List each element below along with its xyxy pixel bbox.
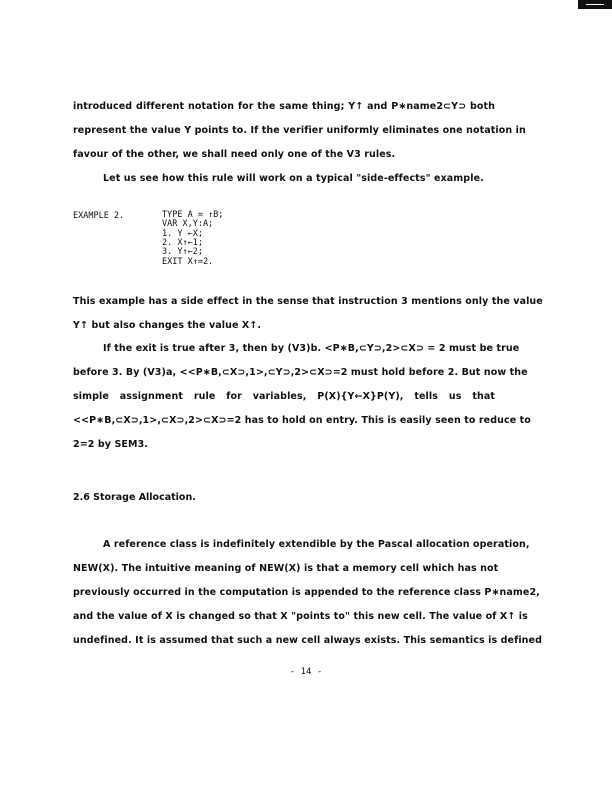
paragraph-line: This example has a side effect in the sense that instruction 3 mentions only the value <box>73 296 543 307</box>
paragraph-line: and the value of X is changed so that X "points to" this new cell. The value of X↑ is <box>73 611 528 622</box>
paragraph-line: Y↑ but also changes the value X↑. <box>73 320 262 331</box>
code-line: 1. Y ←X; <box>162 229 203 239</box>
paragraph-line: Let us see how this rule will work on a typical "side-effects" example. <box>103 173 484 184</box>
paragraph-line: favour of the other, we shall need only one of the V3 rules. <box>73 149 396 160</box>
page-number: - 14 - <box>289 667 323 677</box>
paragraph-line: introduced different notation for the same thing; Y↑ and P∗name2⊂Y⊃ both <box>73 101 495 112</box>
paragraph-line: previously occurred in the computation is appended to the reference class P∗name2, <box>73 587 540 598</box>
section-heading: 2.6 Storage Allocation. <box>73 492 196 503</box>
code-line: 2. X↑←1; <box>162 238 203 248</box>
paragraph-line: <<P∗B,⊂X⊃,1>,⊂X⊃,2>⊂X⊃=2 has to hold on entry. This is easily seen to reduce to <box>73 415 531 426</box>
paragraph-line: represent the value Y points to. If the verifier uniformly eliminates one notation in <box>73 125 526 136</box>
code-line: EXIT X↑=2. <box>162 257 214 267</box>
paragraph-line: undefined. It is assumed that such a new cell always exists. This semantics is defined <box>73 635 542 646</box>
code-line: VAR X,Y:A; <box>162 219 214 229</box>
code-line: TYPE A = ↑B; <box>162 210 224 220</box>
paragraph-line: before 3. By (V3)a, <<P∗B,⊂X⊃,1>,⊂Y⊃,2>⊂X⊃=2 must hold before 2. But now the <box>73 367 528 378</box>
paragraph-line: A reference class is indefinitely extendible by the Pascal allocation operation, <box>103 539 530 550</box>
paragraph-line: If the exit is true after 3, then by (V3)b. <P∗B,⊂Y⊃,2>⊂X⊃ = 2 must be true <box>103 343 520 354</box>
paragraph-line: simple assignment rule for variables, P(X){Y←X}P(Y), tells us that <box>73 391 495 402</box>
scan-corner-mark <box>578 0 612 9</box>
paragraph-line: NEW(X). The intuitive meaning of NEW(X) is that a memory cell which has not <box>73 563 499 574</box>
code-line: 3. Y↑←2; <box>162 247 203 257</box>
paragraph-line: 2=2 by SEM3. <box>73 439 148 450</box>
example-label: EXAMPLE 2. <box>73 211 125 221</box>
